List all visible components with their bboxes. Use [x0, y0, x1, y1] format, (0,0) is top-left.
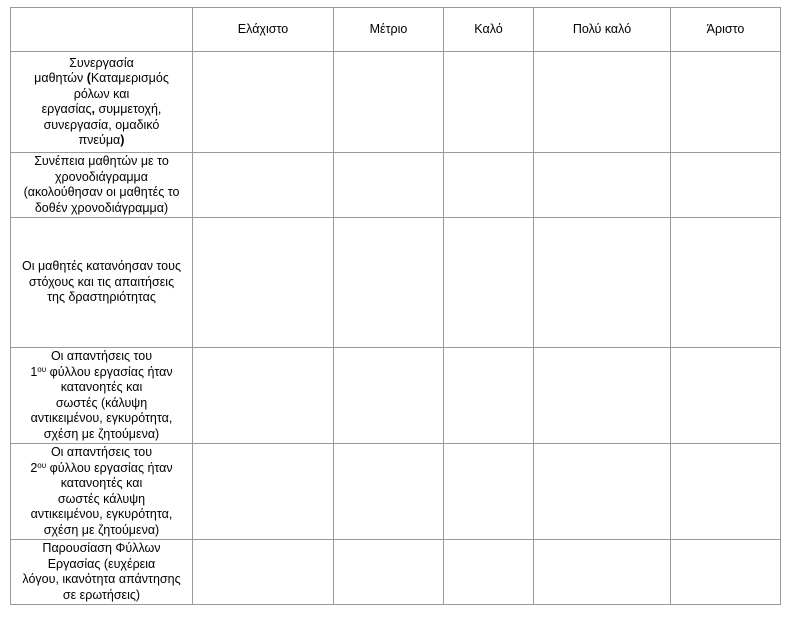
rating-cell[interactable] [444, 540, 534, 605]
criterion-text-line: ρόλων και [73, 86, 130, 101]
criterion-text-line: αντικειμένου, εγκυρότητα, [30, 411, 173, 425]
ordinal-superscript: ου [37, 460, 47, 470]
rating-cell[interactable] [334, 540, 444, 605]
criterion-cell-schedule-consistency [11, 153, 193, 218]
rating-cell[interactable] [534, 153, 671, 218]
criterion-text-line: σε ερωτήσεις) [62, 587, 141, 602]
table-row [11, 444, 781, 540]
criterion-text-line: Εργασίας (ευχέρεια [47, 556, 156, 571]
criterion-text-line: σχέση με ζητούμενα) [43, 426, 160, 441]
header-row [11, 8, 781, 52]
criterion-cell-goals-understanding [11, 218, 193, 348]
criterion-text-fragment: συμμετοχή, [95, 102, 162, 116]
rating-cell[interactable] [671, 444, 781, 540]
criterion-text-line: χρονοδιάγραμμα [54, 169, 148, 184]
criterion-text-fragment: Καταμερισμός [90, 71, 169, 85]
level-header-excellent: Άριστο [671, 8, 781, 52]
criterion-text-fragment: φύλλου εργασίας ήταν [46, 460, 173, 475]
criterion-text-line: (ακολούθησαν οι μαθητές το [23, 185, 180, 199]
rating-cell[interactable] [534, 540, 671, 605]
criterion-text-line: Συνεργασία [69, 55, 134, 70]
rating-cell[interactable] [193, 52, 334, 153]
table-row [11, 153, 781, 218]
rating-cell[interactable] [671, 540, 781, 605]
criterion-text-line: Οι απαντήσεις του [50, 349, 153, 363]
rating-cell[interactable] [534, 52, 671, 153]
evaluation-rubric-table [10, 7, 781, 605]
criterion-text-line: σωστές κάλυψη [57, 491, 146, 506]
criterion-text-line: της δραστηριότητας [47, 290, 156, 305]
rating-cell[interactable] [534, 348, 671, 444]
rating-cell[interactable] [444, 444, 534, 540]
criterion-text-fragment: 1 [30, 364, 38, 379]
criterion-text-line: σχέση με ζητούμενα) [43, 522, 160, 537]
criterion-text-fragment: ) [120, 133, 125, 147]
rating-cell[interactable] [534, 218, 671, 348]
criterion-text-line: αντικειμένου, εγκυρότητα, [30, 507, 173, 521]
criterion-cell-worksheet-2-answers [11, 444, 193, 540]
criterion-text-line: σωστές (κάλυψη [55, 395, 148, 410]
criterion-text-line [14, 461, 189, 477]
rating-cell[interactable] [193, 540, 334, 605]
rating-cell[interactable] [334, 218, 444, 348]
table-row [11, 348, 781, 444]
rating-cell[interactable] [671, 348, 781, 444]
rating-cell[interactable] [193, 153, 334, 218]
rating-cell[interactable] [671, 52, 781, 153]
criterion-text-line [14, 133, 189, 149]
rating-cell[interactable] [444, 218, 534, 348]
rating-cell[interactable] [334, 444, 444, 540]
criterion-text-line [14, 71, 189, 87]
criterion-text-fragment: μαθητών [34, 71, 87, 85]
table-row [11, 218, 781, 348]
level-header-moderate: Μέτριο [334, 8, 444, 52]
criterion-text-fragment: 2 [30, 460, 38, 475]
rating-cell[interactable] [671, 153, 781, 218]
criterion-text-fragment: πνεύμα [78, 133, 121, 147]
rating-cell[interactable] [334, 348, 444, 444]
rating-cell[interactable] [193, 218, 334, 348]
level-header-very-good: Πολύ καλό [534, 8, 671, 52]
criterion-text-line [14, 102, 189, 118]
rating-cell[interactable] [444, 52, 534, 153]
criterion-cell-cooperation [11, 52, 193, 153]
criterion-cell-worksheet-1-answers [11, 348, 193, 444]
criterion-text-line: Οι μαθητές κατανόησαν τους [21, 259, 181, 274]
criterion-text-line: Συνέπεια μαθητών με το [34, 154, 169, 168]
level-header-minimum: Ελάχιστο [193, 8, 334, 52]
criterion-text-line: δοθέν χρονοδιάγραμμα) [34, 200, 169, 215]
rating-cell[interactable] [444, 348, 534, 444]
rating-cell[interactable] [193, 348, 334, 444]
rating-cell[interactable] [444, 153, 534, 218]
rating-cell[interactable] [193, 444, 334, 540]
ordinal-superscript: ου [37, 364, 47, 374]
criterion-text-line: κατανοητές και [60, 380, 143, 394]
rating-cell[interactable] [334, 153, 444, 218]
criterion-text-fragment: ( [86, 71, 91, 85]
corner-cell [11, 8, 193, 52]
criterion-text-line: συνεργασία, ομαδικό [43, 117, 160, 132]
criterion-text-line: Οι απαντήσεις του [50, 445, 153, 459]
level-header-good: Καλό [444, 8, 534, 52]
criterion-text-fragment: , [91, 102, 95, 116]
table-row [11, 52, 781, 153]
criterion-text-line [14, 365, 189, 381]
criterion-text-line: στόχους και τις απαιτήσεις [28, 274, 175, 289]
criterion-text-fragment: φύλλου εργασίας ήταν [46, 364, 173, 379]
criterion-cell-worksheet-presentation [11, 540, 193, 605]
rating-cell[interactable] [671, 218, 781, 348]
criterion-text-fragment: εργασίας [41, 102, 92, 116]
table-row [11, 540, 781, 605]
criterion-text-line: κατανοητές και [60, 476, 143, 490]
criterion-text-line: λόγου, ικανότητα απάντησης [22, 572, 181, 586]
rating-cell[interactable] [334, 52, 444, 153]
criterion-text-line: Παρουσίαση Φύλλων [42, 541, 161, 555]
rating-cell[interactable] [534, 444, 671, 540]
